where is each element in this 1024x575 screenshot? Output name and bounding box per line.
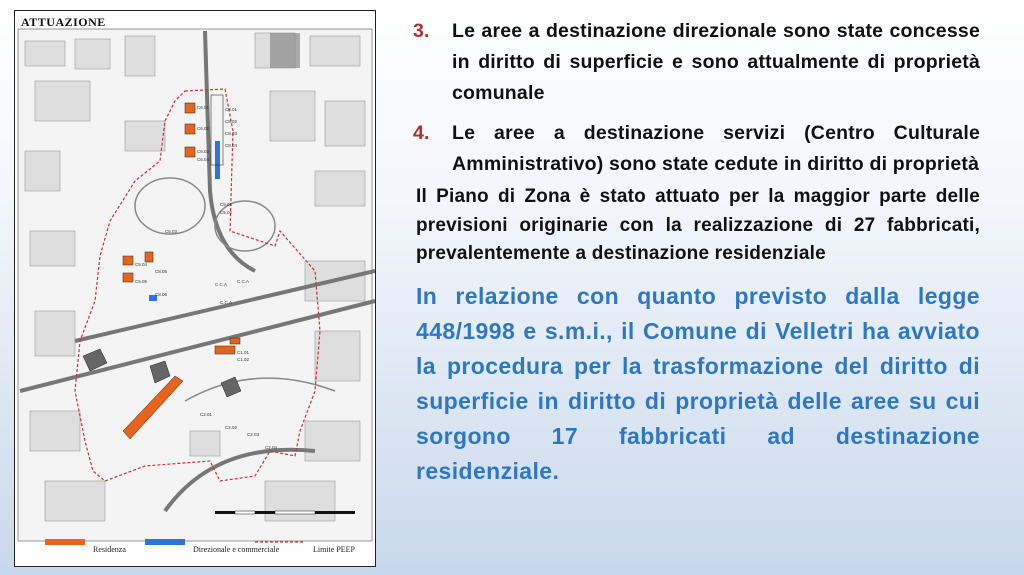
legend-label-residenza: Residenza <box>93 545 126 554</box>
list-item-4 <box>408 118 980 180</box>
legend-label-limite: Limite PEEP <box>313 545 355 554</box>
map-zone-label: C8.02 <box>225 119 238 124</box>
map-zone-label: C1.02 <box>237 357 250 362</box>
map-zone-label: C5.05 <box>135 279 148 284</box>
paragraph-trasformazione: In relazione con quanto previsto dalla legge 448/1998 e s.m.i., il Comune di Velletri ha avviato la procedura per la trasformazione del diritto di superficie in diritto di proprietà delle aree su cui sorgono 17 fabbricati ad destinazione residenziale. <box>416 282 980 484</box>
map-zone-label: C2.02 <box>225 425 238 430</box>
site-plan-map <box>14 10 376 567</box>
map-zone-label: C.C.A <box>215 282 228 287</box>
map-zone-label: C2.03 <box>247 432 260 437</box>
map-zone-label: C2.04 <box>265 445 278 450</box>
map-zone-label: C5.02 <box>220 210 233 215</box>
map-zone-label: C6.03 <box>197 149 210 154</box>
slide-text <box>408 16 980 489</box>
paragraph-attuazione: Il Piano di Zona è stato attuato per la maggior parte delle previsioni originarie con la realizzazione di 27 fabbricati, prevalentemente a destinazione residenziale <box>416 186 980 264</box>
map-zone-label: C8.01 <box>225 107 238 112</box>
map-zone-label: C8.05 <box>155 269 168 274</box>
map-zone-label: C.C.A <box>220 300 233 305</box>
list-number-3: 3. <box>413 20 430 42</box>
map-zone-label: C8.06 <box>155 292 168 297</box>
map-zone-label: C6.01 <box>197 105 210 110</box>
map-zone-label: C5.03 <box>165 229 178 234</box>
list-number-4: 4. <box>413 122 430 144</box>
map-title: ATTUAZIONE <box>21 15 106 29</box>
map-drawing <box>15 11 375 566</box>
map-zone-label: C6.02 <box>197 126 210 131</box>
map-zone-label: C2.01 <box>200 412 213 417</box>
legend-swatch-direzionale <box>145 539 185 545</box>
legend-label-direzionale: Direzionale e commerciale <box>193 545 280 554</box>
list-text-4: Le aree a destinazione servizi (Centro Culturale Amministrativo) sono state cedute in diritto di proprietà <box>452 122 980 175</box>
map-zone-label: C5.01 <box>220 202 233 207</box>
map-zone-label: C1.01 <box>237 350 250 355</box>
map-zone-label: C6.04 <box>197 157 210 162</box>
legend-swatch-residenza <box>45 539 85 545</box>
map-zone-label: C5.04 <box>135 262 148 267</box>
list-text-3: Le aree a destinazione direzionale sono state concesse in diritto di superficie e sono attualmente di proprietà comunale <box>452 20 980 104</box>
map-zone-label: C8.03 <box>225 131 238 136</box>
map-zone-label: C.C.A <box>237 279 250 284</box>
list-item-3 <box>408 16 980 109</box>
map-zone-label: C8.04 <box>225 143 238 148</box>
